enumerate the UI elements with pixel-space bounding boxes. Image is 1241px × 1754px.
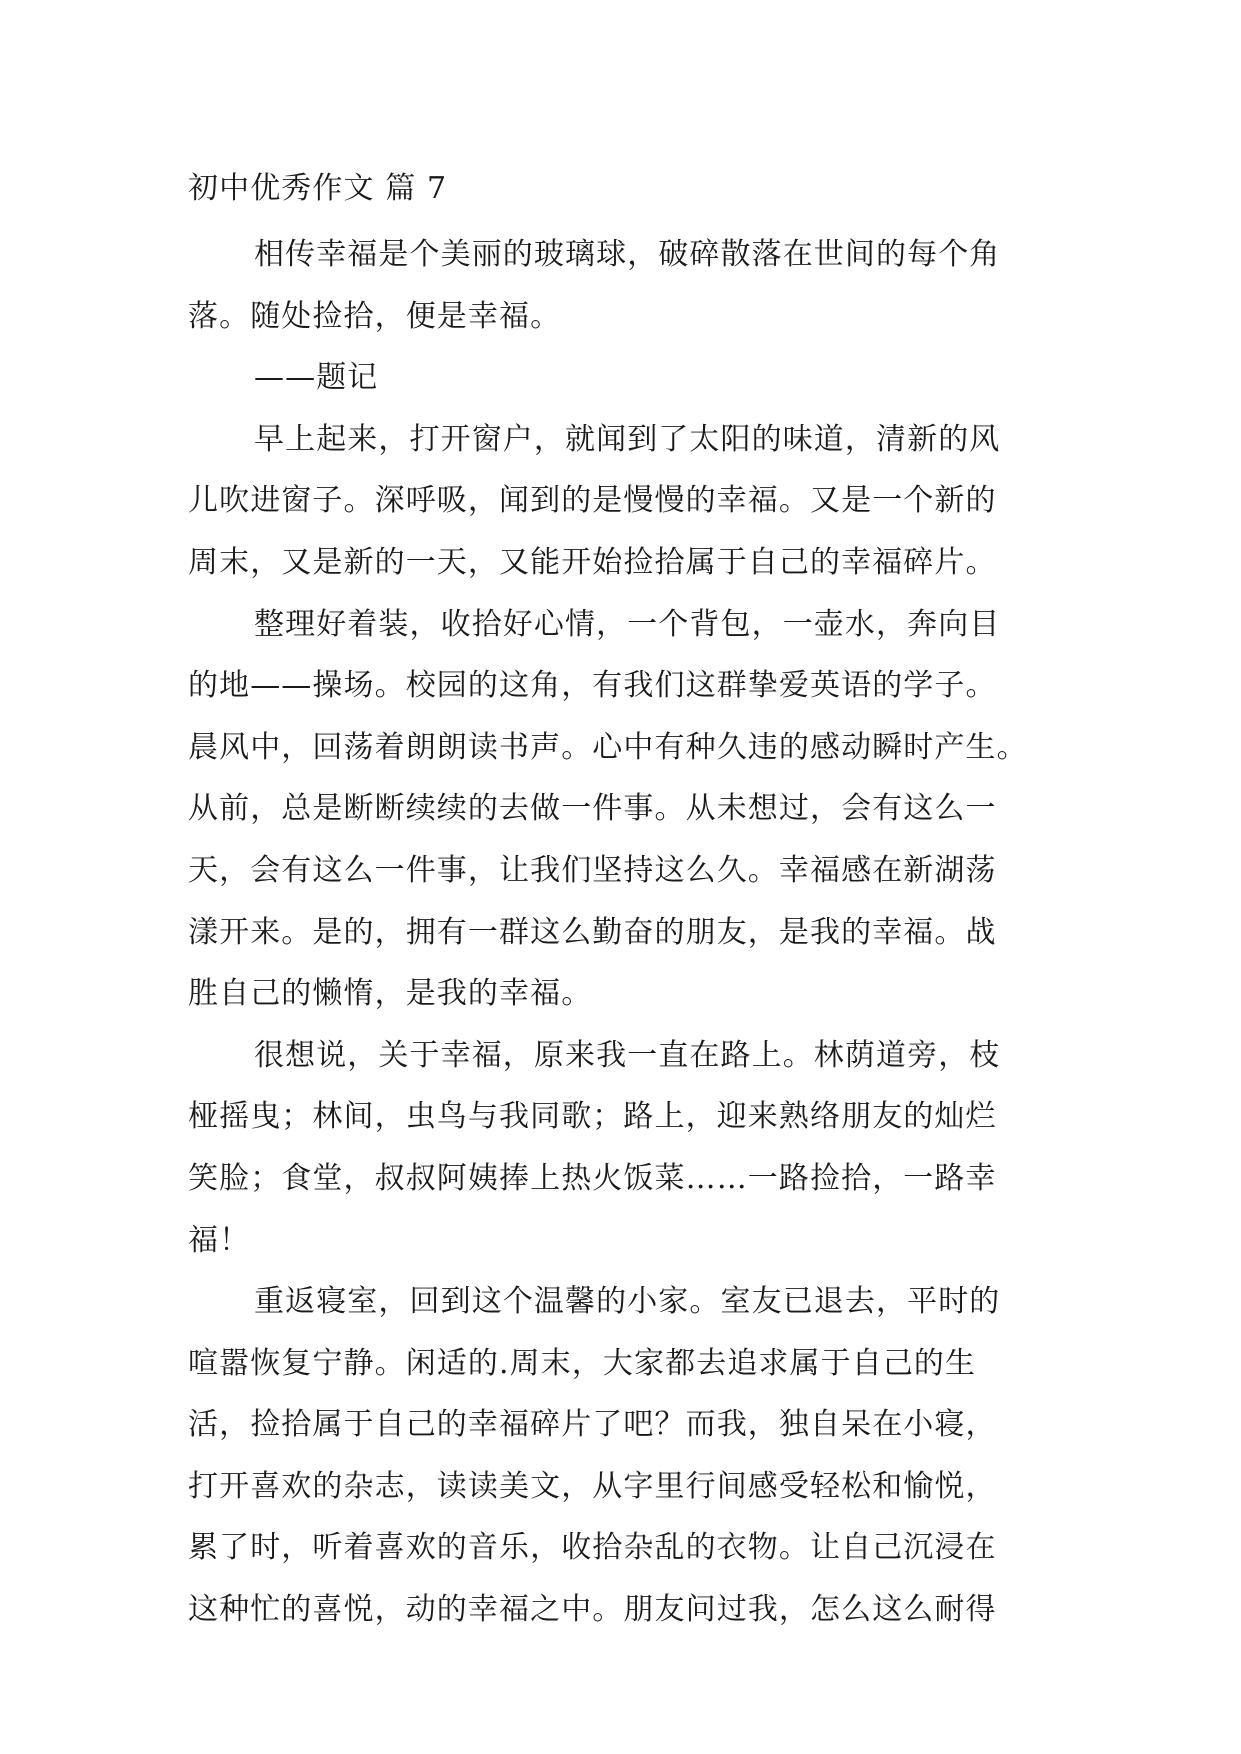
text-line: 早上起来，打开窗户，就闻到了太阳的味道，清新的风	[254, 421, 1001, 457]
text-line: 胜自己的懒惰，是我的幸福。	[188, 976, 593, 1012]
text-line: 喧嚣恢复宁静。闲适的.周末，大家都去追求属于自己的生	[188, 1345, 977, 1381]
text-line: 活，捡拾属于自己的幸福碎片了吧？而我，独自呆在小寝，	[188, 1407, 997, 1443]
text-line: 重返寝室，回到这个温馨的小家。室友已退去，平时的	[254, 1284, 1001, 1320]
text-line: 落。随处捡拾，便是幸福。	[188, 298, 562, 334]
text-line: 打开喜欢的杂志，读读美文，从字里行间感受轻松和愉悦，	[188, 1468, 997, 1504]
text-line: 周末，又是新的一天，又能开始捡拾属于自己的幸福碎片。	[188, 544, 997, 580]
text-line: 笑脸；食堂，叔叔阿姨捧上热火饭菜……一路捡拾，一路幸	[188, 1160, 997, 1196]
text-line: 漾开来。是的，拥有一群这么勤奋的朋友，是我的幸福。战	[188, 914, 997, 950]
text-line: 从前，总是断断续续的去做一件事。从未想过，会有这么一	[188, 791, 997, 827]
text-line: 桠摇曳；林间，虫鸟与我同歌；路上，迎来熟络朋友的灿烂	[188, 1099, 997, 1135]
text-line: 相传幸福是个美丽的玻璃球，破碎散落在世间的每个角	[254, 237, 1001, 272]
text-line: 累了时，听着喜欢的音乐，收拾杂乱的衣物。让自己沉浸在	[188, 1530, 997, 1566]
text-line: 整理好着装，收拾好心情，一个背包，一壶水，奔向目	[254, 606, 1001, 642]
text-line: 晨风中，回荡着朗朗读书声。心中有种久违的感动瞬时产生。	[188, 729, 1028, 765]
text-line: 很想说，关于幸福，原来我一直在路上。林荫道旁，枝	[254, 1037, 1001, 1073]
text-line: 这种忙的喜悦，动的幸福之中。朋友问过我，怎么这么耐得	[188, 1592, 997, 1628]
document-page	[188, 166, 1068, 1641]
text-line: 天，会有这么一件事，让我们坚持这么久。幸福感在新湖荡	[188, 852, 997, 888]
text-line: 的地——操场。校园的这角，有我们这群挚爱英语的学子。	[188, 668, 997, 704]
text-line: 福！	[188, 1222, 251, 1258]
text-line: ——题记	[254, 360, 379, 396]
document-body	[188, 224, 1068, 1641]
document-title: 初中优秀作文 篇 7	[188, 171, 448, 206]
text-line: 儿吹进窗子。深呼吸，闻到的是慢慢的幸福。又是一个新的	[188, 483, 997, 519]
